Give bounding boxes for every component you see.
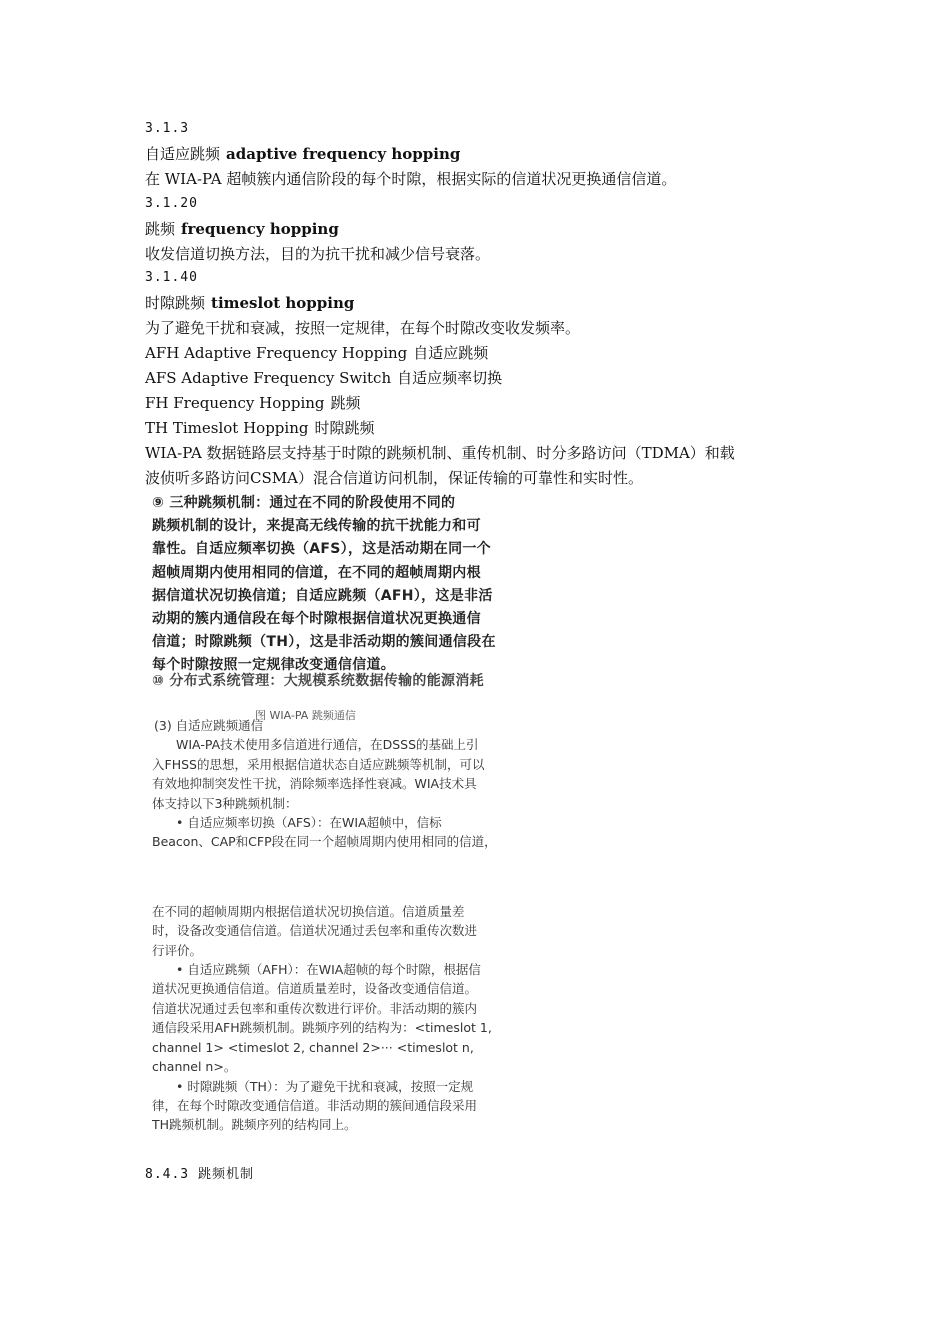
def-term-zh: 跳频 <box>145 219 176 238</box>
def-term-en: timeslot hopping <box>211 294 355 313</box>
def-term-en: frequency hopping <box>181 219 339 238</box>
scan-line: 信道；时隙跳频（TH），这是非活动期的簇间通信段在 <box>152 634 496 651</box>
abbr-zh: 跳频 <box>330 393 361 412</box>
section-heading-footer: 8.4.3 跳频机制 <box>145 1167 254 1182</box>
scan-line: 超帧周期内使用相同的信道，在不同的超帧周期内根 <box>152 564 481 581</box>
scan-gap <box>152 852 502 902</box>
abbr-row <box>145 341 825 366</box>
scan-line: 靠性。自适应频率切换（AFS），这是活动期在同一个 <box>152 541 491 558</box>
def-term <box>145 291 825 316</box>
scan-line: 入FHSS的思想，采用根据信道状态自适应跳频等机制，可以 <box>152 756 485 772</box>
def-term-zh: 时隙跳频 <box>145 294 206 313</box>
scan-line: 时，设备改变通信信道。信道状况通过丢包率和重传次数进 <box>152 923 478 939</box>
scan-line: • 自适应跳频（AFH）：在WIA超帧的每个时隙，根据信 <box>176 962 481 978</box>
def-number: 3.1.40 <box>145 270 198 286</box>
scan-line: TH跳频机制。跳频序列的结构同上。 <box>152 1117 357 1133</box>
def-description: 在 WIA-PA 超帧簇内通信阶段的每个时隙，根据实际的信道状况更换通信信道。 <box>145 169 677 188</box>
scan-line: 动期的簇内通信段在每个时隙根据信道状况更换通信 <box>152 611 481 628</box>
abbr-zh: 自适应频率切换 <box>397 369 503 388</box>
scan-line: WIA-PA技术使用多信道进行通信，在DSSS的基础上引 <box>176 737 479 753</box>
scan-line: 跳频机制的设计，来提高无线传输的抗干扰能力和可 <box>152 518 481 535</box>
scan-line: Beacon、CAP和CFP段在同一个超帧周期内使用相同的信道， <box>152 834 497 850</box>
def-description: 为了避免干扰和衰减，按照一定规律，在每个时隙改变收发频率。 <box>145 319 581 338</box>
abbr-en: TH Timeslot Hopping <box>145 418 309 437</box>
scan-line: ⑨ 三种跳频机制：通过在不同的阶段使用不同的 <box>152 495 456 511</box>
abbr-row <box>145 391 825 416</box>
abbr-row <box>145 416 825 441</box>
document-body <box>145 117 825 491</box>
scan-line: 在不同的超帧周期内根据信道状况切换信道。信道质量差 <box>152 903 465 919</box>
scan-line: 信道状况通过丢包率和重传次数进行评价。非活动期的簇内 <box>152 1000 478 1016</box>
abbr-en: AFH Adaptive Frequency Hopping <box>145 344 408 363</box>
abbr-row <box>145 366 825 391</box>
scan-line: • 自适应频率切换（AFS）：在WIA超帧中，信标 <box>176 815 442 831</box>
scan-line: 通信段采用AFH跳频机制。跳频序列的结构为：<timeslot 1, <box>152 1020 492 1036</box>
abbr-zh: 自适应跳频 <box>413 344 489 363</box>
scan-cut-caption <box>255 707 405 722</box>
scan-heading: (3) 自适应跳频通信 <box>154 718 264 733</box>
scanned-excerpt-2 <box>152 716 502 1135</box>
abbr-en: FH Frequency Hopping <box>145 393 325 412</box>
scan-line: 有效地抑制突发性干扰，消除频率选择性衰减。WIA技术具 <box>152 776 477 792</box>
scan-line: channel 1> <timeslot 2, channel 2>··· <timeslot n, channel n>。 <box>152 1039 474 1075</box>
def-description: 收发信道切换方法，目的为抗干扰和减少信号衰落。 <box>145 244 491 263</box>
scan-line: 律，在每个时隙改变通信信道。非活动期的簇间通信段采用 <box>152 1097 478 1113</box>
def-term-en: adaptive frequency hopping <box>226 144 461 163</box>
summary-line: WIA-PA 数据链路层支持基于时隙的跳频机制、重传机制、时分多路访问（TDMA）和载 <box>145 443 735 462</box>
abbr-en: AFS Adaptive Frequency Switch <box>145 369 392 388</box>
scan-cut-caption-text: 图 WIA-PA 跳频通信 <box>255 709 356 722</box>
def-term <box>145 217 825 242</box>
def-term-zh: 自适应跳频 <box>145 144 221 163</box>
scan-line: 行评价。 <box>152 942 203 958</box>
def-number: 3.1.3 <box>145 121 190 136</box>
summary-line: 波侦听多路访问CSMA）混合信道访问机制，保证传输的可靠性和实时性。 <box>145 468 643 487</box>
scan-cut-line <box>152 672 502 690</box>
scan-line: 据信道状况切换信道；自适应跳频（AFH），这是非活 <box>152 587 493 604</box>
scanned-excerpt-1 <box>152 492 502 690</box>
scan-line: 每个时隙按照一定规律改变通信信道。 <box>152 657 396 674</box>
abbr-zh: 时隙跳频 <box>314 418 375 437</box>
scan-line: 体支持以下3种跳频机制： <box>152 795 298 811</box>
scan-cut-text: ⑩ 分布式系统管理：大规模系统数据传输的能源消耗 <box>152 672 484 689</box>
scan-line: • 时隙跳频（TH）：为了避免干扰和衰减，按照一定规 <box>176 1078 474 1094</box>
scan-line: 道状况更换通信信道。信道质量差时，设备改变通信信道。 <box>152 981 478 997</box>
def-number: 3.1.20 <box>145 195 198 211</box>
def-term <box>145 142 825 167</box>
